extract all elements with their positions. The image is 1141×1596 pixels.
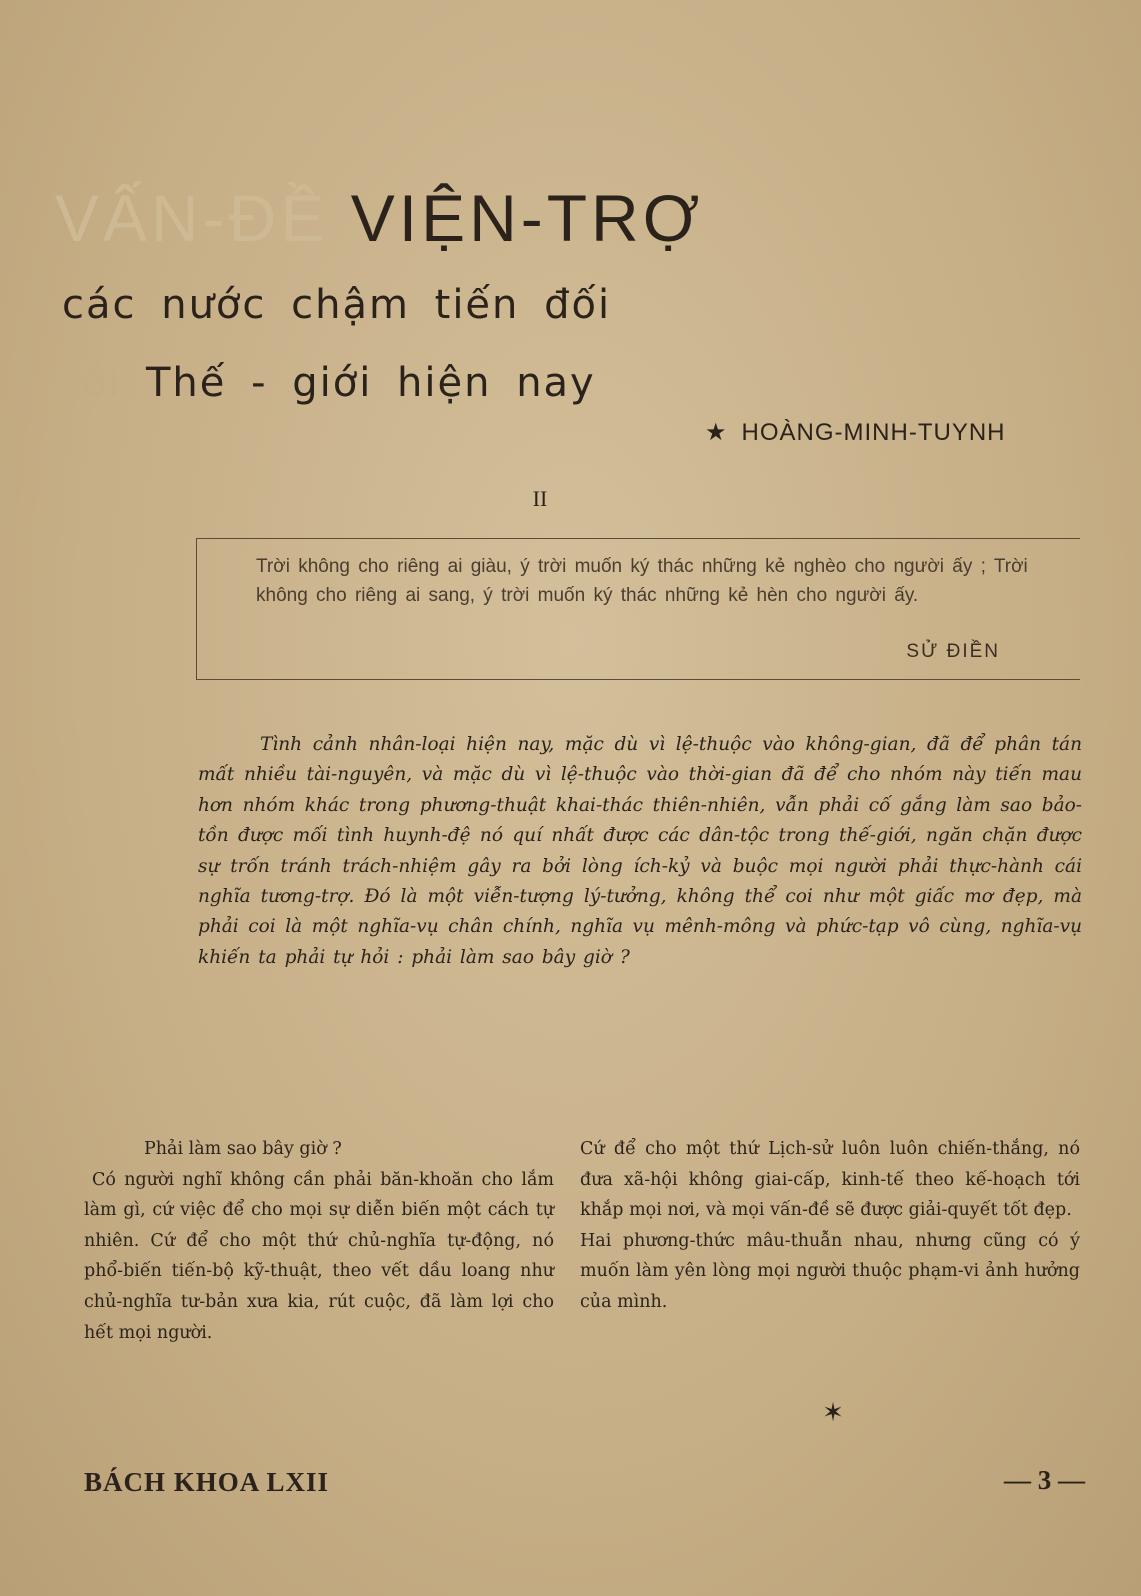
question-line: Phải làm sao bây giờ ? bbox=[144, 1139, 342, 1159]
title-faded-word: VẤN-ĐỀ bbox=[55, 181, 329, 255]
section-end-ornament-icon: ✶ bbox=[822, 1398, 844, 1428]
intro-text: Tình cảnh nhân-loại hiện nay, mặc dù vì lệ-thuộc vào không-gian, đã để phân tán mất nhiều tài-nguyên, và mặc dù vì lệ-thuộc vào thời-gian đã để cho nhóm này tiến mau hơn nhóm khác trong phương-thuật khai-thác thiên-nhiên, vẫn phải cố gắng làm sao bảo-tồn được mối tình huynh-đệ nó quí nhất được các dân-tộc trong thế-giới, ngăn chặn được sự trốn tránh trách-nhiệm gây ra bởi lòng ích-kỷ và buộc mọi người phải thực-hành cái nghĩa tương-trợ. Đó là một viễn-tượng lý-tưởng, không thể coi như một giấc mơ đẹp, mà phải coi là một nghĩa-vụ chân chính, nghĩa vụ mênh-mông và phức-tạp vô cùng, nghĩa-vụ khiến ta phải tự hỏi : phải làm sao bây giờ ? bbox=[198, 734, 1082, 968]
page-number: — 3 — bbox=[1004, 1465, 1085, 1495]
magazine-issue-footer: BÁCH KHOA LXII bbox=[84, 1467, 330, 1497]
star-icon: ★ bbox=[705, 419, 728, 446]
author-name: HOÀNG-MINH-TUYNH bbox=[741, 419, 1006, 446]
article-title-line1 bbox=[55, 180, 704, 256]
epigraph-source: SỬ ĐIỀN bbox=[906, 641, 1000, 662]
title-main-word: VIỆN-TRỢ bbox=[350, 181, 704, 255]
part-number: II bbox=[532, 486, 548, 511]
author-byline bbox=[705, 418, 1095, 447]
title-line3-text: Thế - giới hiện nay bbox=[145, 360, 596, 406]
article-title-line2: các nước chậm tiến đối bbox=[62, 282, 612, 328]
body-column-right bbox=[580, 1134, 1080, 1318]
article-title-line3 bbox=[56, 360, 656, 406]
epigraph-text: Trời không cho riêng ai giàu, ý trời muốn ký thác những kẻ nghèo cho người ấy ; Trời không cho riêng ai sang, ý trời muốn ký thác những kẻ hèn cho người ấy. bbox=[256, 556, 1028, 606]
body-column-left bbox=[84, 1134, 554, 1348]
intro-paragraph bbox=[198, 730, 1082, 973]
left-paragraph: Có người nghĩ không cần phải băn-khoăn cho lắm làm gì, cứ việc để cho mọi sự diễn biến một cách tự nhiên. Cứ để cho một thứ chủ-nghĩa tự-động, nó phổ-biến tiến-bộ kỹ-thuật, theo vết dầu loang như chủ-nghĩa tư-bản xưa kia, rút cuộc, đã làm lợi cho hết mọi người. bbox=[84, 1169, 554, 1343]
title-line3-faded-word: với bbox=[56, 360, 122, 406]
right-paragraph-1: Cứ để cho một thứ Lịch-sử luôn luôn chiến-thắng, nó đưa xã-hội không giai-cấp, kinh-tế theo kế-hoạch tới khắp mọi nơi, và mọi vấn-đề sẽ được giải-quyết tốt đẹp. bbox=[580, 1139, 1080, 1221]
right-paragraph-2: Hai phương-thức mâu-thuẫn nhau, nhưng cũng có ý muốn làm yên lòng mọi người thuộc phạm-vi ảnh hưởng của mình. bbox=[580, 1230, 1080, 1312]
